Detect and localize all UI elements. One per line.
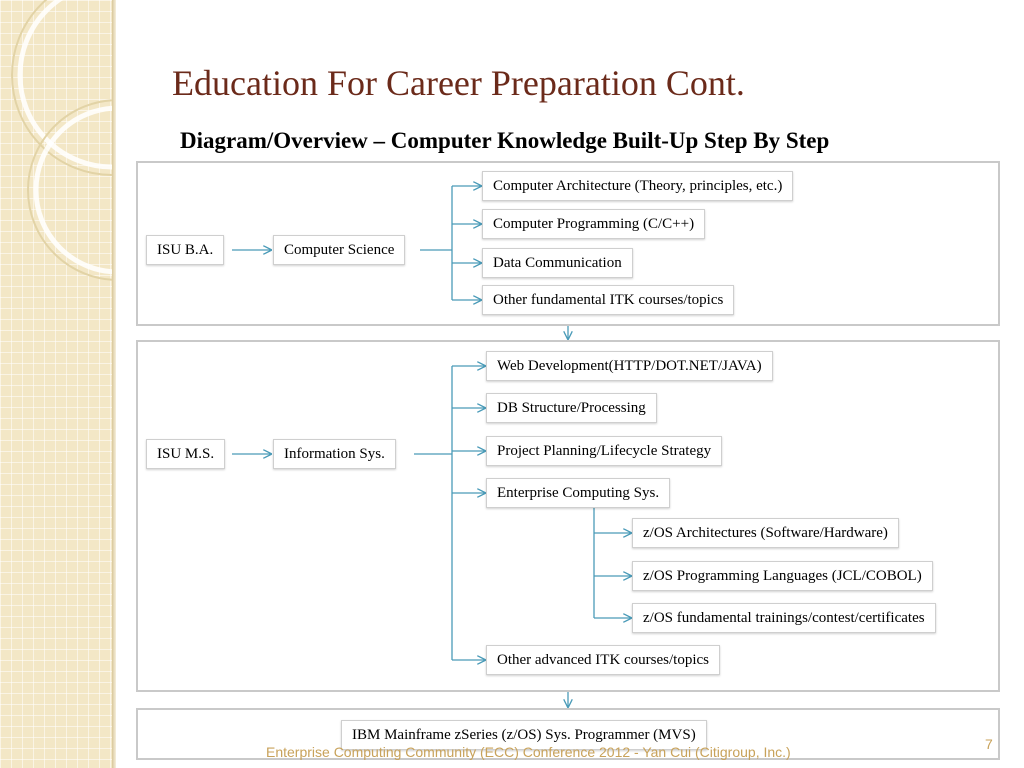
footer-text: Enterprise Computing Community (ECC) Conference 2012 - Yan Cui (Citigroup, Inc.)	[266, 744, 791, 760]
topic-node-computer-programming: Computer Programming (C/C++)	[482, 209, 705, 239]
topic-node-other-advanced: Other advanced ITK courses/topics	[486, 645, 720, 675]
topic-node-enterprise-computing: Enterprise Computing Sys.	[486, 478, 670, 508]
degree-node-ms: ISU M.S.	[146, 439, 225, 469]
decorative-sidebar	[0, 0, 112, 768]
major-node-information-sys: Information Sys.	[273, 439, 396, 469]
decorative-swirl	[0, 0, 112, 768]
page-title: Education For Career Preparation Cont.	[172, 63, 745, 103]
page-number: 7	[985, 736, 993, 752]
topic-node-web-development: Web Development(HTTP/DOT.NET/JAVA)	[486, 351, 773, 381]
outcome-node-mainframe-programmer: IBM Mainframe zSeries (z/OS) Sys. Programmer (MVS)	[341, 720, 707, 750]
topic-node-other-fundamental: Other fundamental ITK courses/topics	[482, 285, 734, 315]
topic-node-zos-architectures: z/OS Architectures (Software/Hardware)	[632, 518, 899, 548]
topic-node-project-planning: Project Planning/Lifecycle Strategy	[486, 436, 722, 466]
topic-node-zos-trainings: z/OS fundamental trainings/contest/certificates	[632, 603, 936, 633]
degree-node-ba: ISU B.A.	[146, 235, 224, 265]
page-subtitle: Diagram/Overview – Computer Knowledge Built-Up Step By Step	[180, 128, 830, 153]
sidebar-edge	[112, 0, 116, 768]
major-node-computer-science: Computer Science	[273, 235, 405, 265]
topic-node-zos-programming: z/OS Programming Languages (JCL/COBOL)	[632, 561, 933, 591]
topic-node-computer-architecture: Computer Architecture (Theory, principles, etc.)	[482, 171, 793, 201]
topic-node-db-structure: DB Structure/Processing	[486, 393, 657, 423]
topic-node-data-communication: Data Communication	[482, 248, 633, 278]
